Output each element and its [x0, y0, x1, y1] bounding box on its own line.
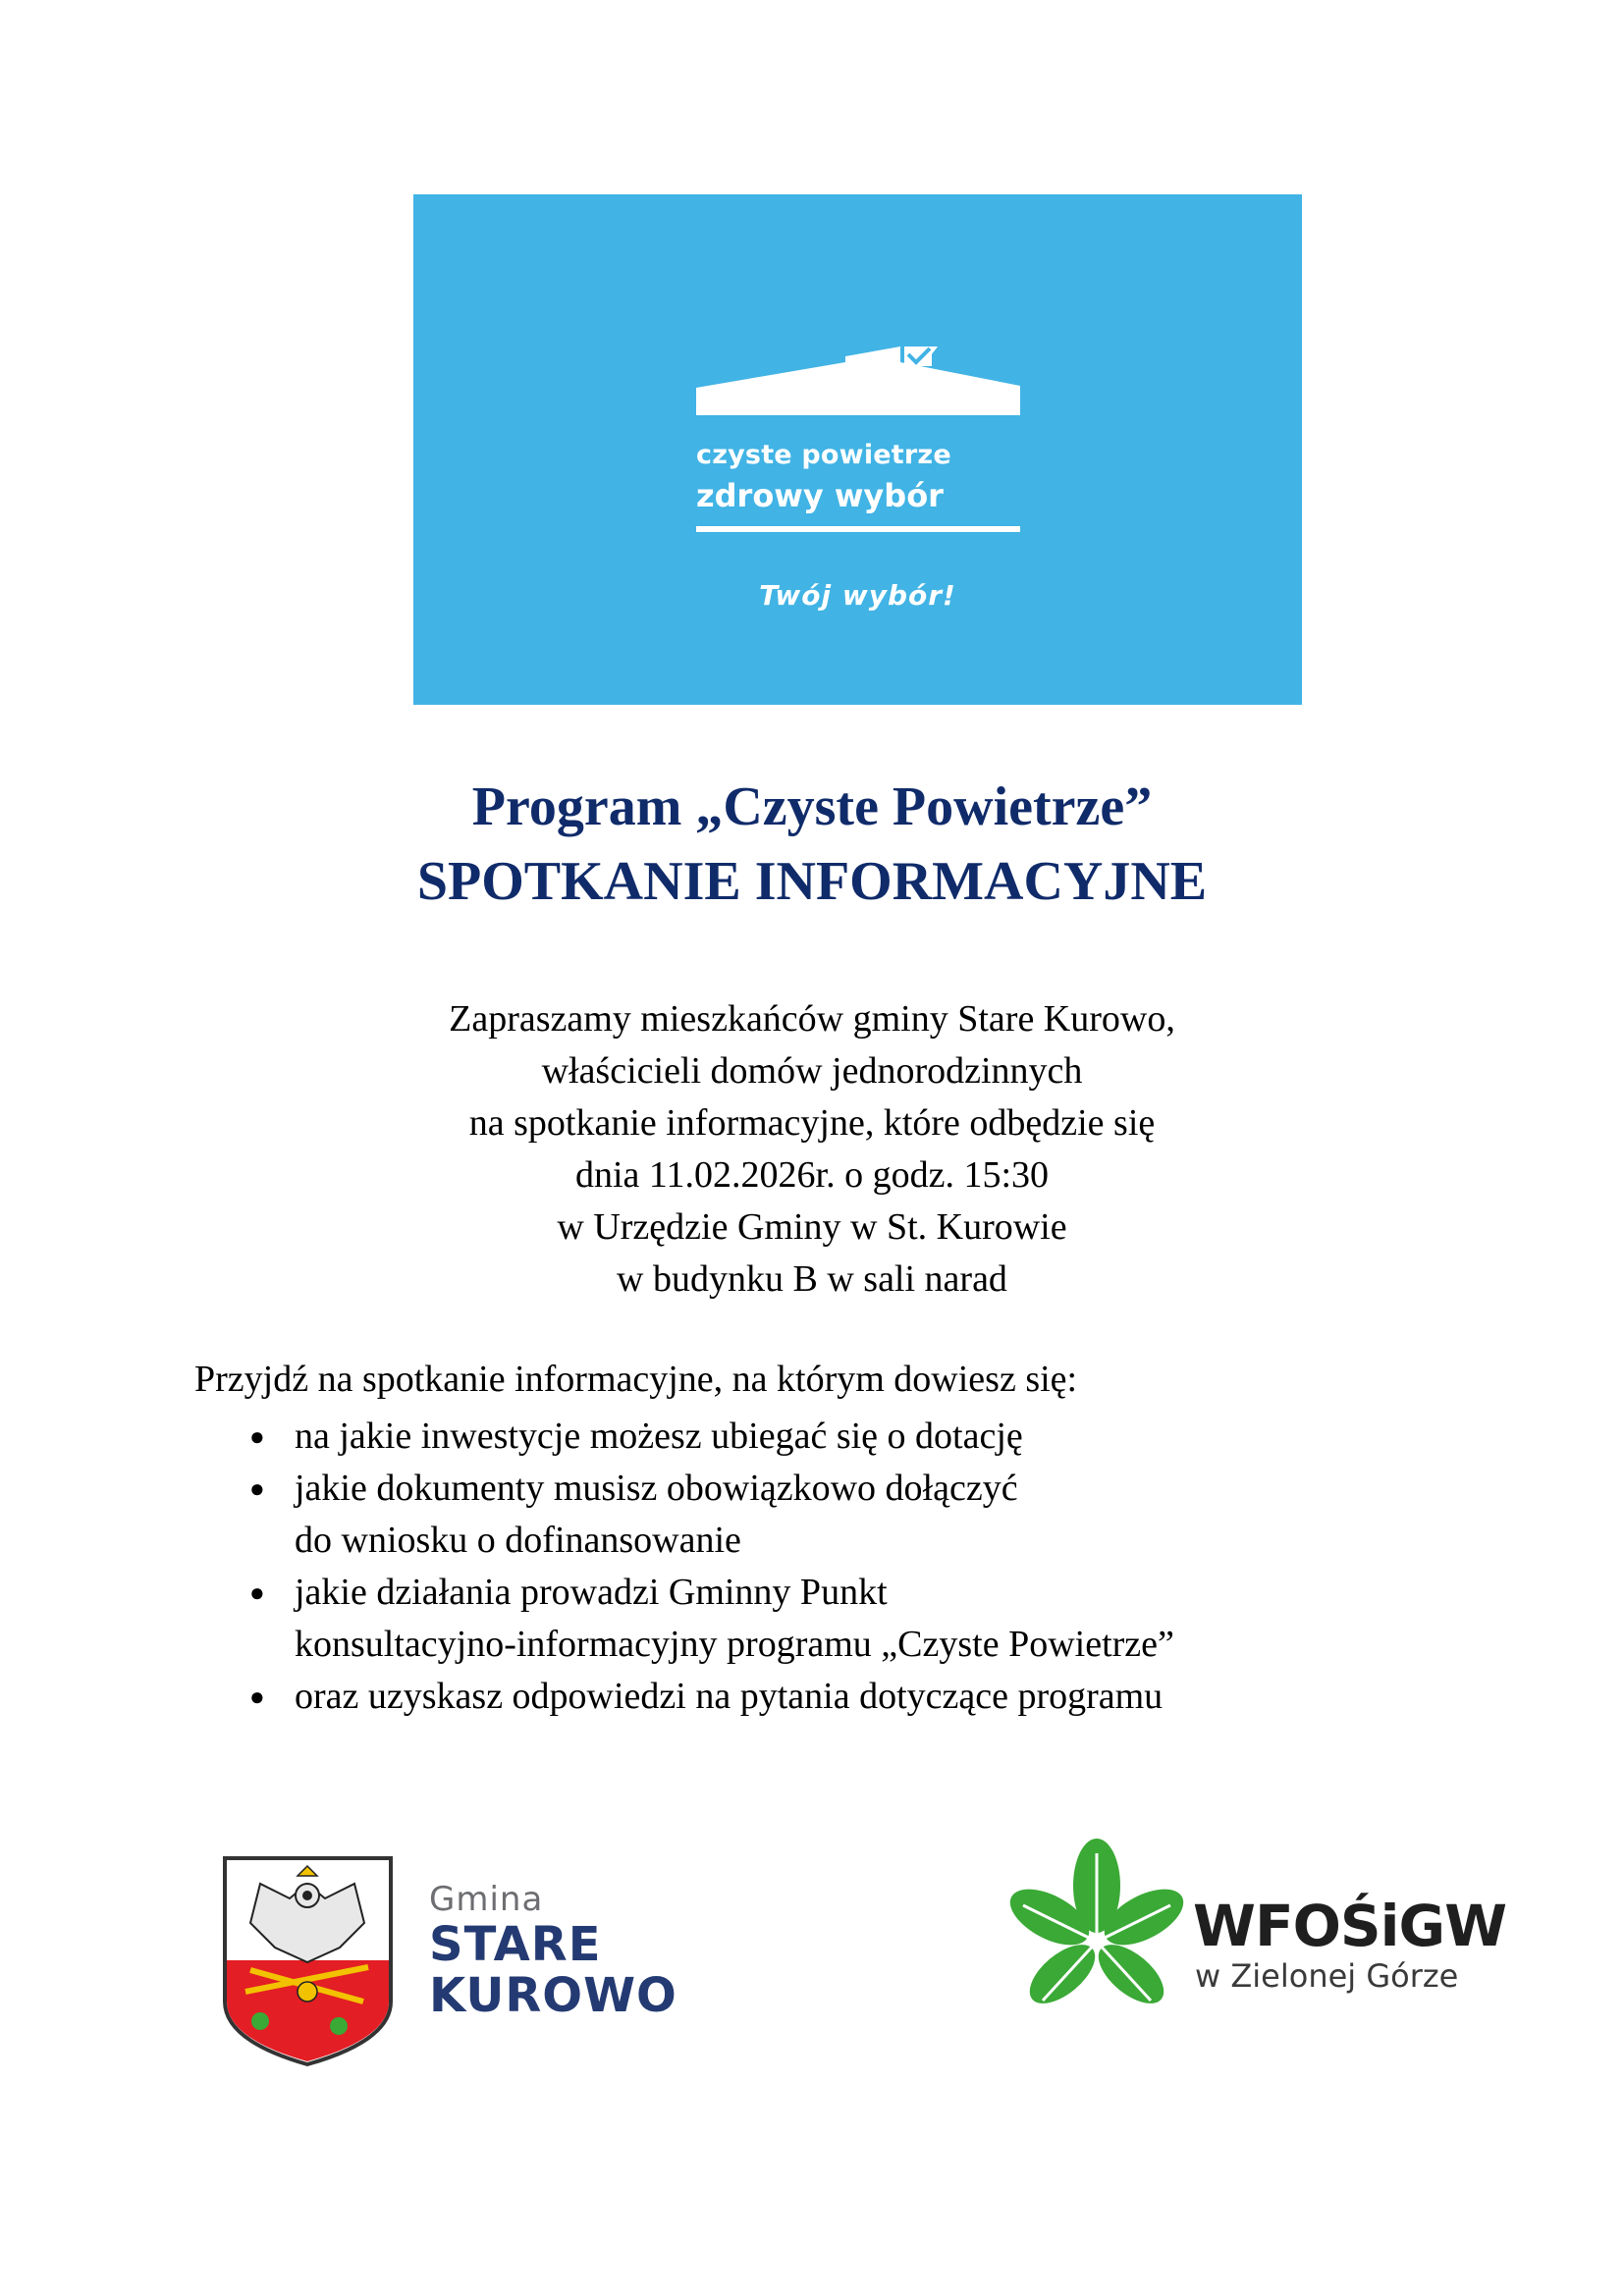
house-check-icon — [696, 347, 1020, 415]
invitation-line: w budynku B w sali narad — [617, 1258, 1007, 1300]
invitation-text — [0, 993, 1624, 1306]
program-banner — [413, 194, 1302, 705]
gmina-name-line1: STARE — [429, 1917, 602, 1972]
wfos-logo-text — [1193, 1893, 1507, 1997]
event-title: SPOTKANIE INFORMACYJNE — [416, 851, 1208, 912]
list-item: ● na jakie inwestycje możesz ubiegać się o dotację — [245, 1411, 1174, 1463]
chestnut-leaf-icon — [1008, 1839, 1185, 2023]
coat-of-arms-icon — [221, 1854, 395, 2068]
banner-line1: czyste powietrze — [696, 440, 951, 470]
invitation-line: właścicieli domów jednorodzinnych — [541, 1050, 1083, 1092]
invitation-line: Zapraszamy mieszkańców gminy Stare Kurowo, — [449, 998, 1175, 1040]
invitation-line: w Urzędzie Gminy w St. Kurowie — [557, 1206, 1067, 1248]
intro-text: Przyjdź na spotkanie informacyjne, na którym dowiesz się: — [194, 1359, 1078, 1400]
list-item: ● jakie dokumenty musisz obowiązkowo dołączyć do wniosku o dofinansowanie — [245, 1463, 1174, 1567]
bullet-icon: ● — [249, 1682, 265, 1711]
topics-list — [245, 1411, 1174, 1723]
program-title: Program „Czyste Powietrze” — [471, 776, 1153, 837]
gmina-logo-text — [429, 1880, 677, 2021]
bullet-icon: ● — [249, 1578, 265, 1607]
list-item: ● oraz uzyskasz odpowiedzi na pytania dotyczące programu — [245, 1671, 1174, 1723]
wfos-location: w Zielonej Górze — [1195, 1957, 1459, 1995]
bullet-icon: ● — [249, 1422, 265, 1451]
invitation-line: na spotkanie informacyjne, które odbędzie się — [468, 1102, 1156, 1144]
banner-underline — [696, 526, 1020, 532]
invitation-line: dnia 11.02.2026r. o godz. 15:30 — [575, 1154, 1049, 1196]
gmina-name-line2: KUROWO — [429, 1968, 677, 2023]
banner-line2: zdrowy wybór — [696, 477, 944, 514]
gmina-label: Gmina — [429, 1880, 544, 1919]
banner-tagline: Twój wybór! — [759, 579, 956, 612]
wfos-name: WFOŚiGW — [1193, 1893, 1507, 1959]
bullet-icon: ● — [249, 1474, 265, 1503]
list-item: ● jakie działania prowadzi Gminny Punkt konsultacyjno-informacyjny programu „Czyste Powietrze” — [245, 1567, 1174, 1671]
